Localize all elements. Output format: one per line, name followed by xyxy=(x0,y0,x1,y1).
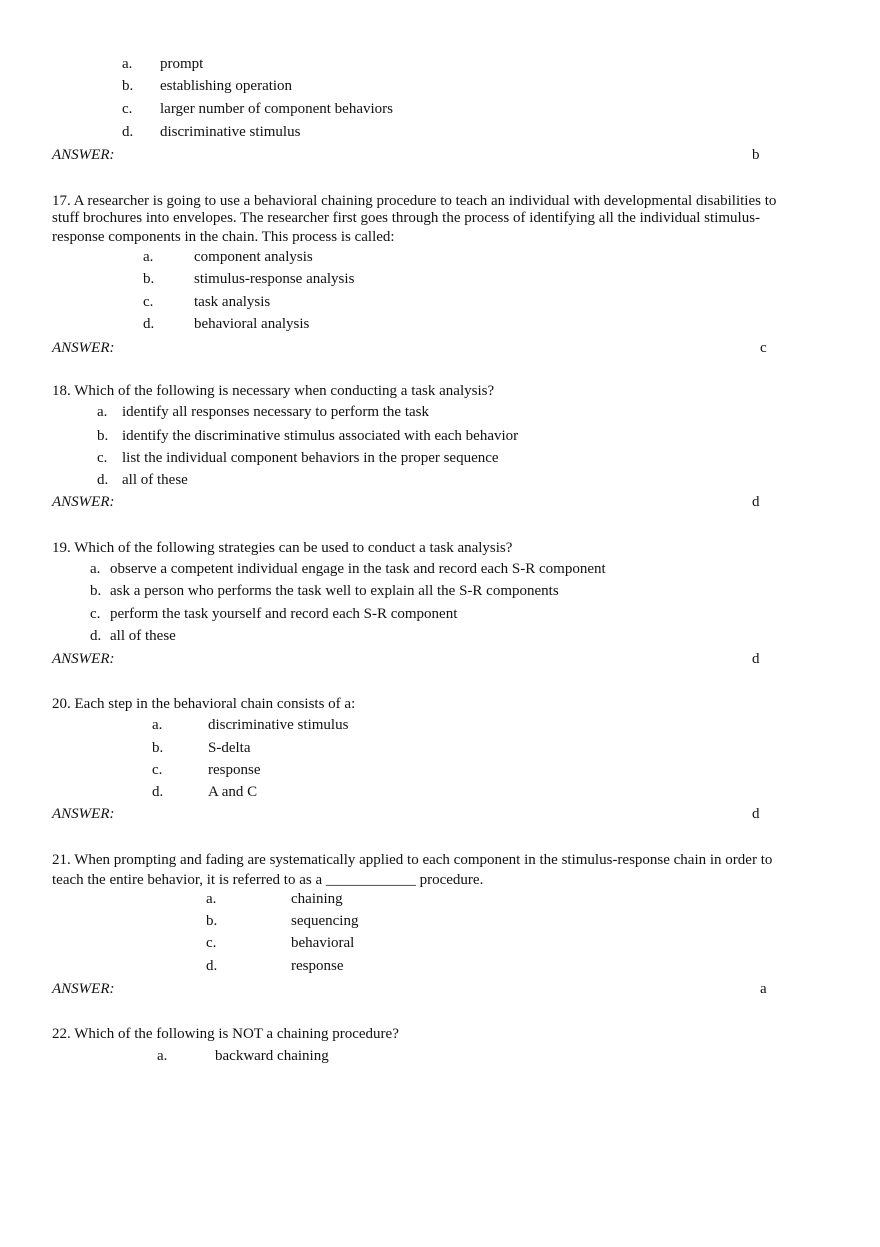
answer-label: ANSWER: xyxy=(52,494,115,510)
option-text: ask a person who performs the task well to explain all the S-R components xyxy=(110,583,559,599)
option-letter: d. xyxy=(90,628,102,644)
option-letter: a. xyxy=(143,249,154,265)
option-text: stimulus-response analysis xyxy=(194,271,355,287)
option-letter: b. xyxy=(143,271,155,287)
option-text: prompt xyxy=(160,56,204,72)
option-text: identify all responses necessary to perform the task xyxy=(122,404,429,420)
option-text: all of these xyxy=(110,628,176,644)
question-stem-line: teach the entire behavior, it is referred to as a ____________ procedure. xyxy=(52,872,484,888)
option-letter: a. xyxy=(90,561,101,577)
question-stem-line: stuff brochures into envelopes. The researcher first goes through the process of identifying all the individual stimulus- xyxy=(52,210,761,226)
option-letter: d. xyxy=(152,784,164,800)
answer-label: ANSWER: xyxy=(52,806,115,822)
option-text: backward chaining xyxy=(215,1048,329,1064)
answer-label: ANSWER: xyxy=(52,147,115,163)
answer-label: ANSWER: xyxy=(52,981,115,997)
option-letter: c. xyxy=(206,935,217,951)
question-stem-line: response components in the chain. This process is called: xyxy=(52,229,395,245)
answer-value: b xyxy=(752,147,760,163)
question-stem-line: 17. A researcher is going to use a behavioral chaining procedure to teach an individual with developmental disabilities to xyxy=(52,193,777,209)
option-text: discriminative stimulus xyxy=(208,717,349,733)
option-letter: a. xyxy=(206,891,217,907)
option-text: sequencing xyxy=(291,913,359,929)
answer-value: d xyxy=(752,806,760,822)
option-text: A and C xyxy=(208,784,258,800)
option-text: establishing operation xyxy=(160,78,293,94)
answer-label: ANSWER: xyxy=(52,340,115,356)
option-letter: b. xyxy=(122,78,134,94)
option-text: list the individual component behaviors in the proper sequence xyxy=(122,450,499,466)
option-letter: c. xyxy=(90,606,101,622)
question-stem-line: 21. When prompting and fading are systematically applied to each component in the stimulus-response chain in order to xyxy=(52,852,773,868)
option-text: observe a competent individual engage in the task and record each S-R component xyxy=(110,561,606,577)
option-text: discriminative stimulus xyxy=(160,124,301,140)
answer-value: a xyxy=(760,981,767,997)
option-text: S-delta xyxy=(208,740,251,756)
option-letter: a. xyxy=(122,56,133,72)
question-stem: 22. Which of the following is NOT a chaining procedure? xyxy=(52,1026,399,1042)
option-text: component analysis xyxy=(194,249,313,265)
option-letter: c. xyxy=(97,450,108,466)
option-text: behavioral xyxy=(291,935,355,951)
option-letter: b. xyxy=(90,583,102,599)
answer-value: c xyxy=(760,340,767,356)
option-text: response xyxy=(291,958,344,974)
option-text: perform the task yourself and record each S-R component xyxy=(110,606,458,622)
question-stem: 20. Each step in the behavioral chain consists of a: xyxy=(52,696,356,712)
option-text: chaining xyxy=(291,891,343,907)
option-text: response xyxy=(208,762,261,778)
option-letter: b. xyxy=(206,913,218,929)
question-stem: 18. Which of the following is necessary when conducting a task analysis? xyxy=(52,383,495,399)
option-letter: c. xyxy=(143,294,154,310)
answer-value: d xyxy=(752,494,760,510)
option-text: identify the discriminative stimulus associated with each behavior xyxy=(122,428,519,444)
option-letter: a. xyxy=(97,404,108,420)
option-letter: c. xyxy=(152,762,163,778)
answer-value: d xyxy=(752,651,760,667)
option-letter: d. xyxy=(97,472,109,488)
question-stem: 19. Which of the following strategies can be used to conduct a task analysis? xyxy=(52,540,513,556)
option-letter: b. xyxy=(97,428,109,444)
option-letter: d. xyxy=(143,316,155,332)
option-letter: c. xyxy=(122,101,133,117)
option-letter: a. xyxy=(157,1048,168,1064)
option-text: behavioral analysis xyxy=(194,316,310,332)
option-letter: d. xyxy=(206,958,218,974)
option-letter: d. xyxy=(122,124,134,140)
option-letter: b. xyxy=(152,740,164,756)
option-letter: a. xyxy=(152,717,163,733)
answer-label: ANSWER: xyxy=(52,651,115,667)
option-text: all of these xyxy=(122,472,188,488)
option-text: larger number of component behaviors xyxy=(160,101,393,117)
option-text: task analysis xyxy=(194,294,271,310)
